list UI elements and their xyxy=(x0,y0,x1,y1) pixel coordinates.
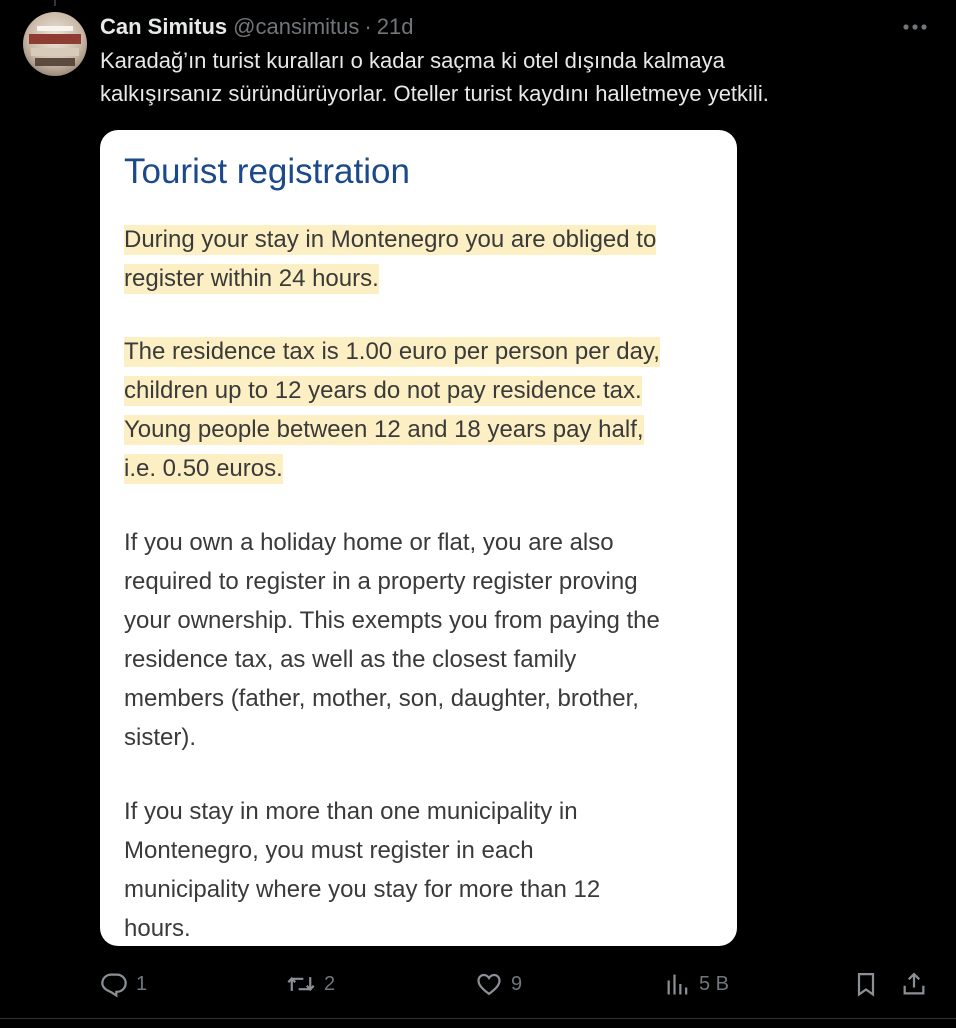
paragraph-line: If you stay in more than one municipality in xyxy=(124,798,578,825)
tweet-timestamp[interactable]: 21d xyxy=(376,14,414,39)
tweet-text-line: Karadağ’ın turist kuralları o kadar saçma ki otel dışında kalmaya xyxy=(100,48,725,73)
paragraph-line: children up to 12 years do not pay residence tax. xyxy=(124,377,642,404)
reply-icon xyxy=(100,970,128,998)
views-button[interactable] xyxy=(665,962,729,1006)
header-separator: · xyxy=(364,14,372,39)
paragraph-line: your ownership. This exempts you from paying the xyxy=(124,607,660,634)
repost-count: 2 xyxy=(324,972,336,995)
views-count: 5 B xyxy=(699,972,730,995)
paragraph-line: The residence tax is 1.00 euro per person per day, xyxy=(124,338,660,365)
paragraph-line: residence tax, as well as the closest family xyxy=(124,646,577,673)
avatar-sign xyxy=(37,26,73,31)
paragraph-line: hours. xyxy=(124,915,191,942)
like-count: 9 xyxy=(511,972,523,995)
author-name[interactable]: Can Simitus xyxy=(100,14,228,39)
media-paragraph-registration xyxy=(124,220,656,298)
like-button[interactable] xyxy=(475,962,522,1006)
share-button[interactable] xyxy=(900,962,928,1006)
paragraph-line: If you own a holiday home or flat, you are also xyxy=(124,529,614,556)
paragraph-line: i.e. 0.50 euros. xyxy=(124,455,283,482)
paragraph-line: sister). xyxy=(124,724,196,751)
tweet-divider xyxy=(0,1018,956,1019)
repost-button[interactable] xyxy=(286,962,335,1006)
media-paragraph-residence-tax xyxy=(124,332,660,488)
paragraph-line: Montenegro, you must register in each xyxy=(124,837,534,864)
reply-count: 1 xyxy=(136,972,148,995)
paragraph-line: members (father, mother, son, daughter, brother, xyxy=(124,685,639,712)
reply-button[interactable] xyxy=(100,962,147,1006)
media-title: Tourist registration xyxy=(124,152,410,191)
tweet-text xyxy=(100,44,920,110)
views-icon xyxy=(665,970,691,998)
heart-icon xyxy=(475,970,503,998)
avatar-shelf xyxy=(31,48,79,56)
bookmark-button[interactable] xyxy=(852,962,880,1006)
paragraph-line: register within 24 hours. xyxy=(124,265,379,292)
more-icon xyxy=(902,23,928,31)
share-icon xyxy=(900,970,928,998)
author-handle[interactable]: @cansimitus xyxy=(233,14,360,39)
thread-connector-line xyxy=(54,0,56,6)
paragraph-line: Young people between 12 and 18 years pay half, xyxy=(124,416,644,443)
avatar[interactable] xyxy=(23,12,87,76)
tweet-action-bar xyxy=(0,962,956,1006)
paragraph-line: required to register in a property register proving xyxy=(124,568,638,595)
paragraph-line: municipality where you stay for more than 12 xyxy=(124,876,601,903)
repost-icon xyxy=(286,970,316,998)
avatar-shelf xyxy=(35,58,75,66)
tweet-header xyxy=(100,12,413,42)
tweet-text-line: kalkışırsanız süründürüyorlar. Oteller turist kaydını halletmeye yetkili. xyxy=(100,81,769,106)
bookmark-icon xyxy=(852,970,880,998)
paragraph-line: During your stay in Montenegro you are obliged to xyxy=(124,226,657,253)
media-paragraph-holiday-home xyxy=(124,523,660,757)
tweet-media-image[interactable] xyxy=(100,130,737,946)
media-paragraph-municipality xyxy=(124,792,600,946)
avatar-shelf xyxy=(29,34,81,44)
more-button[interactable] xyxy=(900,14,930,40)
